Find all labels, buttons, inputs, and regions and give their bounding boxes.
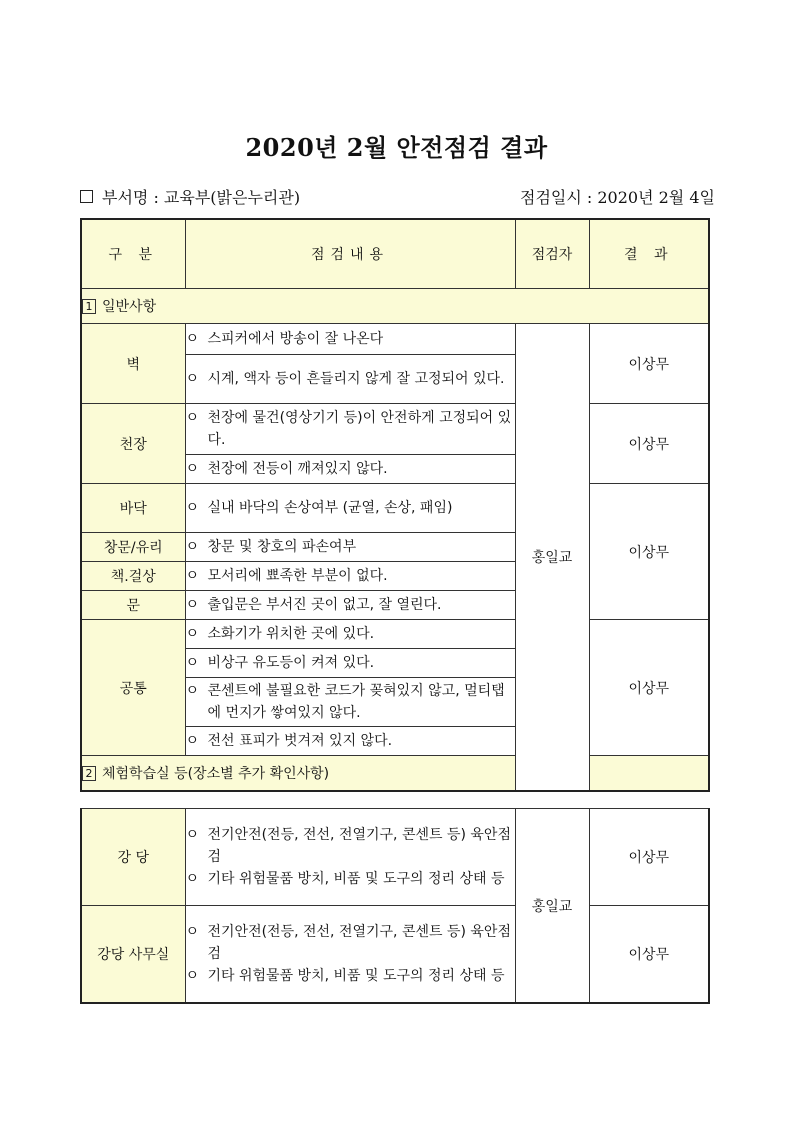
bullet-icon: ㅇ	[185, 733, 200, 749]
check-item: ㅇ 천장에 전등이 깨져있지 않다.	[185, 455, 515, 484]
bullet-icon: ㅇ	[185, 924, 200, 940]
category-cell: 강당 사무실	[81, 906, 185, 1004]
check-item: ㅇ 전선 표피가 벗겨져 있지 않다.	[185, 727, 515, 756]
check-item: ㅇ 콘센트에 불필요한 코드가 꽂혀있지 않고, 멀티탭에 먼지가 쌓여있지 않다.	[185, 678, 515, 727]
inspection-table	[80, 218, 710, 792]
check-item-group: ㅇ 전기안전(전등, 전선, 전열기구, 콘센트 등) 육안점검 ㅇ 기타 위험물품 방치, 비품 및 도구의 정리 상태 등	[185, 906, 515, 1004]
section-row-1	[81, 289, 709, 324]
bullet-icon: ㅇ	[185, 331, 200, 347]
inspector-cell: 홍일교	[515, 324, 589, 792]
bullet-icon: ㅇ	[185, 568, 200, 584]
section-row-2	[81, 756, 709, 792]
check-item-group: ㅇ 전기안전(전등, 전선, 전열기구, 콘센트 등) 육안점검 ㅇ 기타 위험물품 방치, 비품 및 도구의 정리 상태 등	[185, 809, 515, 906]
section-number-2: 2	[82, 766, 96, 781]
table-row	[81, 324, 709, 355]
check-item: ㅇ 천장에 물건(영상기기 등)이 안전하게 고정되어 있다.	[185, 404, 515, 455]
inspector-cell: 홍일교	[515, 809, 589, 1004]
bullet-icon: ㅇ	[185, 626, 200, 642]
category-cell: 천장	[81, 404, 185, 484]
result-cell: 이상무	[589, 620, 709, 756]
check-item: ㅇ 모서리에 뾰족한 부분이 없다.	[185, 562, 515, 591]
inspection-date: 점검일시 : 2020년 2월 4일	[519, 188, 715, 207]
result-cell: 이상무	[589, 906, 709, 1004]
inspection-table-section2	[80, 808, 710, 1004]
category-cell: 벽	[81, 324, 185, 404]
bullet-icon: ㅇ	[185, 371, 200, 387]
check-item: ㅇ 비상구 유도등이 켜져 있다.	[185, 649, 515, 678]
check-item: ㅇ 창문 및 창호의 파손여부	[185, 533, 515, 562]
check-item: ㅇ 시계, 액자 등이 흔들리지 않게 잘 고정되어 있다.	[185, 355, 515, 404]
section-number-1: 1	[82, 299, 96, 314]
header-result: 결 과	[589, 219, 709, 289]
section-title-2: 체험학습실 등(장소별 추가 확인사항)	[102, 766, 330, 782]
result-cell: 이상무	[589, 484, 709, 620]
bullet-icon: ㅇ	[185, 683, 200, 699]
result-cell: 이상무	[589, 324, 709, 404]
bullet-icon: ㅇ	[185, 871, 200, 887]
check-item: ㅇ 스피커에서 방송이 잘 나온다	[185, 324, 515, 355]
table-row	[81, 809, 709, 906]
category-cell: 공통	[81, 620, 185, 756]
header-inspector: 점검자	[515, 219, 589, 289]
check-item: ㅇ 출입문은 부서진 곳이 없고, 잘 열린다.	[185, 591, 515, 620]
bullet-icon: ㅇ	[185, 968, 200, 984]
category-cell: 문	[81, 591, 185, 620]
bullet-icon: ㅇ	[185, 597, 200, 613]
section-title-1: 일반사항	[102, 299, 157, 315]
bullet-icon: ㅇ	[185, 461, 200, 477]
table-row	[81, 484, 709, 533]
department-line	[80, 185, 300, 208]
bullet-icon: ㅇ	[185, 539, 200, 555]
bullet-icon: ㅇ	[185, 500, 200, 516]
checkbox-icon	[80, 190, 93, 203]
table-header-row	[81, 219, 709, 289]
department-text: 부서명 : 교육부(밝은누리관)	[102, 188, 301, 207]
category-cell: 강 당	[81, 809, 185, 906]
bullet-icon: ㅇ	[185, 410, 200, 426]
check-item: ㅇ 소화기가 위치한 곳에 있다.	[185, 620, 515, 649]
page-title: 2020년 2월 안전점검 결과	[245, 133, 548, 162]
check-item: ㅇ 실내 바닥의 손상여부 (균열, 손상, 패임)	[185, 484, 515, 533]
result-cell: 이상무	[589, 404, 709, 484]
category-cell: 창문/유리	[81, 533, 185, 562]
result-cell: 이상무	[589, 809, 709, 906]
table-row	[81, 906, 709, 1004]
category-cell: 바닥	[81, 484, 185, 533]
table-row	[81, 620, 709, 649]
category-cell: 책.걸상	[81, 562, 185, 591]
header-category: 구 분	[81, 219, 185, 289]
table-row	[81, 404, 709, 455]
bullet-icon: ㅇ	[185, 827, 200, 843]
header-content: 점검내용	[185, 219, 515, 289]
bullet-icon: ㅇ	[185, 655, 200, 671]
